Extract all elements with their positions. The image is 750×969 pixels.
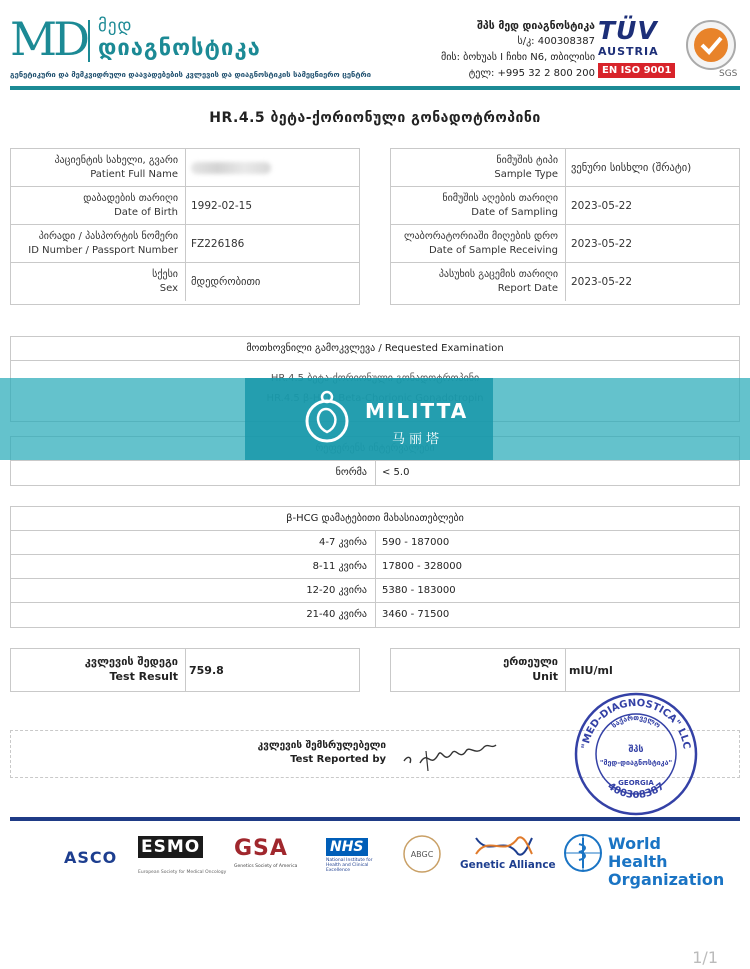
result-value: 759.8 xyxy=(189,663,224,677)
header-divider xyxy=(10,86,740,90)
report-title: HR.4.5 ბეტა-ქორიონული გონადოტროპინი xyxy=(209,110,541,126)
week-range-value: 590 - 187000 xyxy=(382,537,450,548)
company-id: ს/კ: 400308387 xyxy=(517,36,595,47)
table-row xyxy=(11,531,739,555)
stamp-inner-top: საქართველო xyxy=(610,713,662,730)
dna-icon xyxy=(474,834,534,858)
table-row xyxy=(11,603,739,627)
sex-value: მდედრობითი xyxy=(191,276,261,288)
receiving-date-label-ka: ლაბორატორიაში მიღების დრო xyxy=(403,231,558,242)
hcg-reference-table xyxy=(10,506,740,628)
logo-mark: MD xyxy=(10,12,86,66)
report-date-label-ka: პასუხის გაცემის თარიღი xyxy=(438,269,558,280)
table-row xyxy=(11,555,739,579)
abgc-text: ABGC xyxy=(410,850,434,859)
nhs-subtitle: National Institute for Health and Clinical Excellence xyxy=(326,858,373,873)
genetic-alliance-logo xyxy=(460,834,556,876)
who-emblem-icon xyxy=(562,832,604,874)
patient-name-label-ka: პაციენტის სახელი, გვარი xyxy=(54,155,178,166)
hcg-table-header: β-HCG დამატებითი მახასიათებლები xyxy=(11,507,739,531)
sex-row xyxy=(11,263,359,301)
nhs-logo xyxy=(326,836,382,878)
reported-label-ka: კვლევის შემსრულებელი xyxy=(257,740,386,751)
unit-box xyxy=(390,648,740,692)
receiving-date-label-en: Date of Sample Receiving xyxy=(428,245,558,256)
esmo-logo-text: ESMO xyxy=(138,836,203,858)
sample-type-label-ka: ნიმუშის ტიპი xyxy=(496,155,558,166)
receiving-date-value: 2023-05-22 xyxy=(571,237,633,250)
stamp-center-2: "მედ-დიაგნოსტიკა" xyxy=(599,759,673,767)
dob-value: 1992-02-15 xyxy=(191,199,253,212)
who-line-1: World Health xyxy=(608,834,668,871)
sampling-date-label-ka: ნიმუშის აღების თარიღი xyxy=(442,193,558,204)
who-logo xyxy=(562,832,725,889)
esmo-subtitle: European Society for Medical Oncology xyxy=(138,870,227,875)
tuv-austria-logo xyxy=(598,18,676,78)
dob-row xyxy=(11,187,359,225)
norm-value: < 5.0 xyxy=(382,467,410,478)
week-range-label: 8-11 კვირა xyxy=(11,555,376,578)
unit-label-ka: ერთეული xyxy=(503,655,558,668)
patient-name-label-en: Patient Full Name xyxy=(90,169,178,180)
id-label-ka: პირადი / პასპორტის ნომერი xyxy=(38,231,178,242)
signature xyxy=(400,735,500,775)
nhs-logo-text: NHS xyxy=(326,838,368,856)
report-date-label-en: Report Date xyxy=(497,283,558,294)
sampling-date-label-en: Date of Sampling xyxy=(471,207,558,218)
md-logo xyxy=(10,14,280,70)
tuv-country: AUSTRIA xyxy=(598,45,659,58)
watermark-text: MILITTA xyxy=(365,399,469,423)
esmo-logo xyxy=(138,836,227,878)
result-label-ka: კვლევის შედეგი xyxy=(84,655,178,668)
sample-type-row xyxy=(391,149,739,187)
logo-top-text: მედ xyxy=(98,16,133,36)
logo-bottom-text: დიაგნოსტიკა xyxy=(98,36,261,61)
reported-label-en: Test Reported by xyxy=(290,754,386,765)
center-tagline: გენეტიკური და მემკვიდრული დაავადებების კვლევის და დიაგნოსტიკის სამეცნიერო ცენტრი xyxy=(10,70,371,79)
redacted-name xyxy=(191,162,271,174)
norm-label: ნორმა xyxy=(11,461,376,485)
stamp-number: 400308387 xyxy=(605,780,667,801)
genetic-alliance-text: Genetic Alliance xyxy=(460,859,556,871)
test-result-box xyxy=(10,648,360,692)
militta-logo-icon xyxy=(302,388,352,450)
page-number: 1/1 xyxy=(692,948,718,967)
watermark-chinese: 马丽塔 xyxy=(392,432,444,447)
asco-logo: ASCO xyxy=(64,848,118,867)
dob-label-ka: დაბადების თარიღი xyxy=(83,193,178,204)
week-range-value: 5380 - 183000 xyxy=(382,585,456,596)
stamp-outer-top: "MED-DIAGNOSTICA" LLC xyxy=(580,697,692,750)
who-line-2: Organization xyxy=(608,870,725,889)
report-date-row xyxy=(391,263,739,301)
abgc-logo xyxy=(402,834,442,874)
table-row xyxy=(11,579,739,603)
patient-info-left xyxy=(10,148,360,305)
sampling-date-row xyxy=(391,187,739,225)
logo-divider xyxy=(88,20,90,62)
report-header xyxy=(0,0,750,92)
svg-text:"MED-DIAGNOSTICA" LLC xyxy=(580,698,692,750)
sgs-label: SGS xyxy=(719,69,738,78)
footer-divider xyxy=(10,817,740,821)
week-range-label: 4-7 კვირა xyxy=(11,531,376,554)
week-range-label: 12-20 კვირა xyxy=(11,579,376,602)
norm-row xyxy=(11,461,739,485)
week-range-value: 17800 - 328000 xyxy=(382,561,462,572)
stamp-center-1: შპს xyxy=(628,745,644,755)
patient-name-row xyxy=(11,149,359,187)
company-name: შპს მედ დიაგნოსტიკა xyxy=(477,20,595,32)
sample-type-value: ვენური სისხლი (შრატი) xyxy=(571,161,692,174)
receiving-date-row xyxy=(391,225,739,263)
id-value: FZ226186 xyxy=(191,237,245,250)
result-label-en: Test Result xyxy=(109,670,178,683)
sampling-date-value: 2023-05-22 xyxy=(571,199,633,212)
gsa-logo xyxy=(234,836,304,878)
sex-label-en: Sex xyxy=(159,283,178,294)
week-range-label: 21-40 კვირა xyxy=(11,603,376,627)
iso-badge: EN ISO 9001 xyxy=(598,63,675,78)
id-label-en: ID Number / Passport Number xyxy=(28,245,178,256)
sex-label-ka: სქესი xyxy=(152,269,178,280)
sgs-certification-icon xyxy=(681,18,741,78)
company-address: მის: ბოხუას I ჩიხი N6, თბილისი xyxy=(440,52,595,63)
unit-value: mIU/ml xyxy=(569,663,613,677)
patient-name-value xyxy=(191,149,271,186)
dob-label-en: Date of Birth xyxy=(114,207,178,218)
id-row xyxy=(11,225,359,263)
week-range-value: 3460 - 71500 xyxy=(382,609,450,620)
unit-label-en: Unit xyxy=(532,670,558,683)
company-info xyxy=(441,18,595,82)
stamp-georgia: GEORGIA xyxy=(618,779,654,787)
gsa-logo-text: GSA xyxy=(234,836,288,861)
svg-text:საქართველო xyxy=(610,714,662,730)
sample-info-right xyxy=(390,148,740,305)
company-phone: ტელ: +995 32 2 800 200 xyxy=(468,68,595,79)
sample-type-label-en: Sample Type xyxy=(494,169,558,180)
company-seal-stamp xyxy=(572,690,700,818)
tuv-text: TÜV xyxy=(598,16,658,45)
report-date-value: 2023-05-22 xyxy=(571,276,633,288)
gsa-subtitle: Genetics Society of America xyxy=(234,864,298,869)
requested-exam-header: მოთხოვნილი გამოკვლევა / Requested Examination xyxy=(11,337,739,361)
